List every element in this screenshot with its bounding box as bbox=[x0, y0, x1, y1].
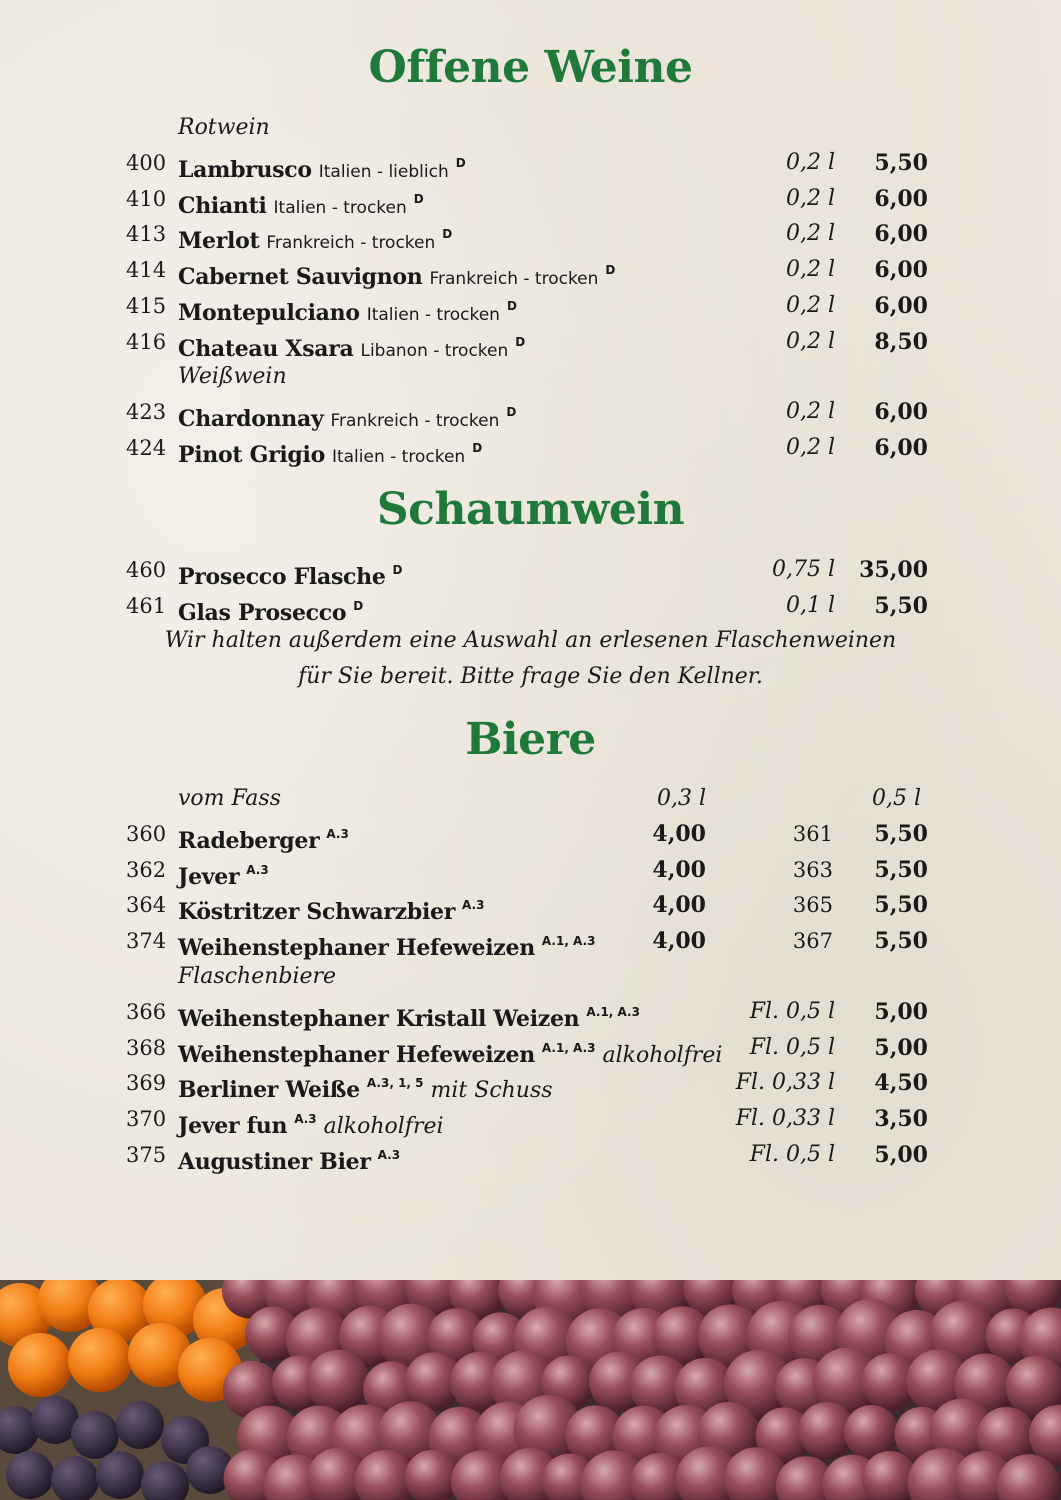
item-volume: 0,2 l bbox=[785, 221, 835, 247]
item-price: 8,50 bbox=[874, 328, 928, 355]
price-small: 4,00 bbox=[652, 821, 706, 847]
item-name: Lambrusco bbox=[178, 157, 312, 183]
item-description: Frankreich - trocken bbox=[266, 233, 436, 254]
item-name: Jever bbox=[178, 863, 240, 890]
item-number: 460 bbox=[126, 558, 167, 582]
item-description: Italien - trocken bbox=[331, 446, 466, 467]
item-description: Italien - trocken bbox=[366, 304, 500, 325]
rotwein-row bbox=[0, 145, 1061, 181]
item-number: 423 bbox=[126, 400, 167, 424]
beer-bottle-row bbox=[0, 1065, 1061, 1104]
col-large-label: 0,5 l bbox=[871, 786, 921, 811]
item-number: 400 bbox=[126, 151, 167, 175]
allergen-note: A.3 bbox=[326, 827, 349, 841]
orange-fruit bbox=[68, 1328, 132, 1392]
allergen-note: A.3 bbox=[462, 898, 485, 913]
allergen-note: D bbox=[442, 227, 453, 242]
sekt-row bbox=[0, 588, 1061, 624]
item-extra: mit Schuss bbox=[430, 1078, 553, 1104]
allergen-note: D bbox=[413, 191, 424, 206]
item-number: 414 bbox=[126, 258, 167, 283]
item-price: 5,00 bbox=[874, 1141, 928, 1168]
item-number: 368 bbox=[126, 1035, 167, 1060]
item-price: 5,00 bbox=[874, 1034, 928, 1061]
item-description: Frankreich - trocken bbox=[429, 269, 599, 290]
item-name: Weihenstephaner Hefeweizen bbox=[178, 1041, 535, 1068]
item-volume: 0,2 l bbox=[785, 185, 835, 211]
rotwein-row bbox=[0, 216, 1061, 255]
item-number: 369 bbox=[126, 1071, 167, 1096]
allergen-note: A.3 bbox=[377, 1147, 401, 1162]
date-fruit bbox=[6, 1451, 54, 1499]
date-fruit bbox=[116, 1401, 164, 1449]
item-name-group bbox=[178, 1137, 400, 1181]
item-number-large: 365 bbox=[792, 893, 833, 918]
fass-label: vom Fass bbox=[178, 786, 281, 811]
item-number: 374 bbox=[126, 929, 167, 954]
item-description: Italien - trocken bbox=[273, 197, 407, 218]
item-volume: Fl. 0,33 l bbox=[735, 1070, 835, 1096]
item-extra: alkoholfrei bbox=[323, 1114, 444, 1140]
item-description: Italien - lieblich bbox=[318, 162, 449, 182]
beer-fass-row bbox=[0, 923, 1061, 962]
item-volume: Fl. 0,5 l bbox=[749, 1141, 835, 1167]
sekt-row bbox=[0, 552, 1061, 588]
item-name: Montepulciano bbox=[178, 299, 360, 326]
item-number: 360 bbox=[126, 822, 167, 846]
item-price: 5,50 bbox=[874, 150, 928, 176]
item-price: 4,50 bbox=[874, 1070, 928, 1097]
allergen-note: D bbox=[605, 263, 616, 278]
price-large: 5,50 bbox=[874, 892, 928, 919]
allergen-note: D bbox=[515, 334, 526, 349]
item-volume: Fl. 0,5 l bbox=[749, 999, 835, 1024]
item-volume: 0,2 l bbox=[785, 434, 835, 460]
item-name: Jever fun bbox=[178, 1113, 288, 1140]
item-number-large: 363 bbox=[792, 857, 833, 882]
item-name: Cabernet Sauvignon bbox=[178, 264, 423, 291]
price-large: 5,50 bbox=[874, 856, 928, 883]
col-small-label: 0,3 l bbox=[656, 786, 706, 811]
beer-bottle-row bbox=[0, 1137, 1061, 1173]
allergen-note: A.3 bbox=[294, 1112, 317, 1127]
grapes-photo bbox=[0, 1280, 1061, 1500]
item-number: 375 bbox=[126, 1142, 167, 1167]
orange-fruit bbox=[8, 1333, 72, 1397]
item-name: Weihenstephaner Hefeweizen bbox=[178, 935, 535, 962]
item-volume: 0,1 l bbox=[785, 592, 835, 618]
item-description: Libanon - trocken bbox=[360, 340, 509, 361]
weisswein-row bbox=[0, 430, 1061, 466]
allergen-note: D bbox=[353, 598, 364, 613]
item-name: Pinot Grigio bbox=[178, 441, 325, 468]
item-name: Chardonnay bbox=[178, 406, 324, 432]
item-number: 461 bbox=[126, 593, 167, 618]
allergen-note: A.1, A.3 bbox=[541, 1040, 596, 1055]
beer-bottle-row bbox=[0, 1101, 1061, 1140]
sekt-note-line-1: Wir halten außerdem eine Auswahl an erlesenen Flaschenweinen bbox=[164, 628, 897, 653]
item-number: 364 bbox=[126, 893, 167, 918]
wine-heading: Offene Weine bbox=[368, 42, 693, 93]
rotwein-row bbox=[0, 252, 1061, 291]
sekt-note-line-2: für Sie bereit. Bitte frage Sie den Kellner. bbox=[298, 664, 763, 689]
allergen-note: A.3, 1, 5 bbox=[366, 1076, 424, 1091]
price-large: 5,50 bbox=[874, 821, 928, 847]
allergen-note: D bbox=[472, 440, 483, 455]
date-fruit bbox=[71, 1411, 119, 1459]
item-volume: 0,2 l bbox=[785, 150, 835, 175]
item-number: 424 bbox=[126, 435, 167, 460]
item-number: 366 bbox=[126, 1000, 167, 1024]
item-number: 410 bbox=[126, 186, 167, 211]
item-number: 362 bbox=[126, 857, 167, 882]
beer-fass-row bbox=[0, 887, 1061, 926]
allergen-note: A.1, A.3 bbox=[586, 1005, 640, 1019]
grape-fruit bbox=[307, 1350, 370, 1413]
beer-bottle-row bbox=[0, 1030, 1061, 1066]
item-price: 6,00 bbox=[874, 292, 928, 319]
sekt-heading: Schaumwein bbox=[376, 484, 685, 535]
item-volume: 0,2 l bbox=[785, 257, 835, 283]
beer-heading: Biere bbox=[465, 714, 596, 765]
rotwein-row bbox=[0, 181, 1061, 217]
rotwein-row bbox=[0, 324, 1061, 360]
item-volume: Fl. 0,5 l bbox=[749, 1034, 835, 1060]
beer-fass-row bbox=[0, 816, 1061, 852]
allergen-note: A.1, A.3 bbox=[541, 934, 596, 949]
item-number: 416 bbox=[126, 329, 167, 354]
date-fruit bbox=[96, 1451, 144, 1499]
item-number: 413 bbox=[126, 222, 167, 247]
item-name: Prosecco Flasche bbox=[178, 564, 386, 590]
item-number-large: 367 bbox=[792, 929, 833, 954]
price-small: 4,00 bbox=[652, 892, 706, 919]
allergen-note: D bbox=[506, 405, 517, 419]
item-price: 35,00 bbox=[859, 557, 928, 583]
item-name: Weihenstephaner Kristall Weizen bbox=[178, 1006, 580, 1032]
beer-fass-header bbox=[0, 781, 1061, 817]
item-price: 5,50 bbox=[874, 592, 928, 619]
weisswein-subheading: Weißwein bbox=[178, 364, 287, 389]
item-number: 415 bbox=[126, 293, 167, 318]
item-name: Merlot bbox=[178, 228, 260, 255]
price-small: 4,00 bbox=[652, 856, 706, 883]
item-volume: 0,2 l bbox=[785, 399, 835, 424]
item-volume: 0,2 l bbox=[785, 328, 835, 354]
item-price: 6,00 bbox=[874, 399, 928, 425]
item-description: Frankreich - trocken bbox=[330, 411, 500, 431]
item-volume: Fl. 0,33 l bbox=[735, 1106, 835, 1132]
price-large: 5,50 bbox=[874, 928, 928, 955]
weisswein-row bbox=[0, 394, 1061, 430]
item-name: Chateau Xsara bbox=[178, 335, 354, 362]
item-number: 370 bbox=[126, 1107, 167, 1132]
item-name: Chianti bbox=[178, 192, 267, 219]
price-small: 4,00 bbox=[652, 928, 706, 955]
beer-fass-row bbox=[0, 852, 1061, 888]
allergen-note: D bbox=[392, 563, 403, 577]
item-name: Berliner Weiße bbox=[178, 1077, 360, 1104]
item-price: 6,00 bbox=[874, 221, 928, 248]
item-name: Radeberger bbox=[178, 828, 320, 854]
item-price: 6,00 bbox=[874, 257, 928, 284]
flaschen-subheading: Flaschenbiere bbox=[178, 964, 337, 989]
allergen-note: D bbox=[506, 298, 517, 313]
item-name-group bbox=[178, 430, 482, 475]
rotwein-subheading: Rotwein bbox=[178, 115, 270, 140]
item-name: Glas Prosecco bbox=[178, 599, 347, 626]
rotwein-row bbox=[0, 288, 1061, 324]
item-volume: 0,2 l bbox=[785, 292, 835, 318]
item-price: 5,00 bbox=[874, 999, 928, 1025]
item-price: 6,00 bbox=[874, 434, 928, 461]
item-volume: 0,75 l bbox=[771, 557, 835, 582]
item-name: Köstritzer Schwarzbier bbox=[178, 899, 455, 926]
item-number-large: 361 bbox=[792, 822, 833, 846]
item-price: 6,00 bbox=[874, 185, 928, 212]
beer-bottle-row bbox=[0, 994, 1061, 1030]
item-extra: alkoholfrei bbox=[602, 1042, 723, 1068]
item-price: 3,50 bbox=[874, 1106, 928, 1133]
allergen-note: A.3 bbox=[246, 862, 269, 877]
allergen-note: D bbox=[455, 156, 466, 170]
item-name: Augustiner Bier bbox=[178, 1148, 371, 1175]
